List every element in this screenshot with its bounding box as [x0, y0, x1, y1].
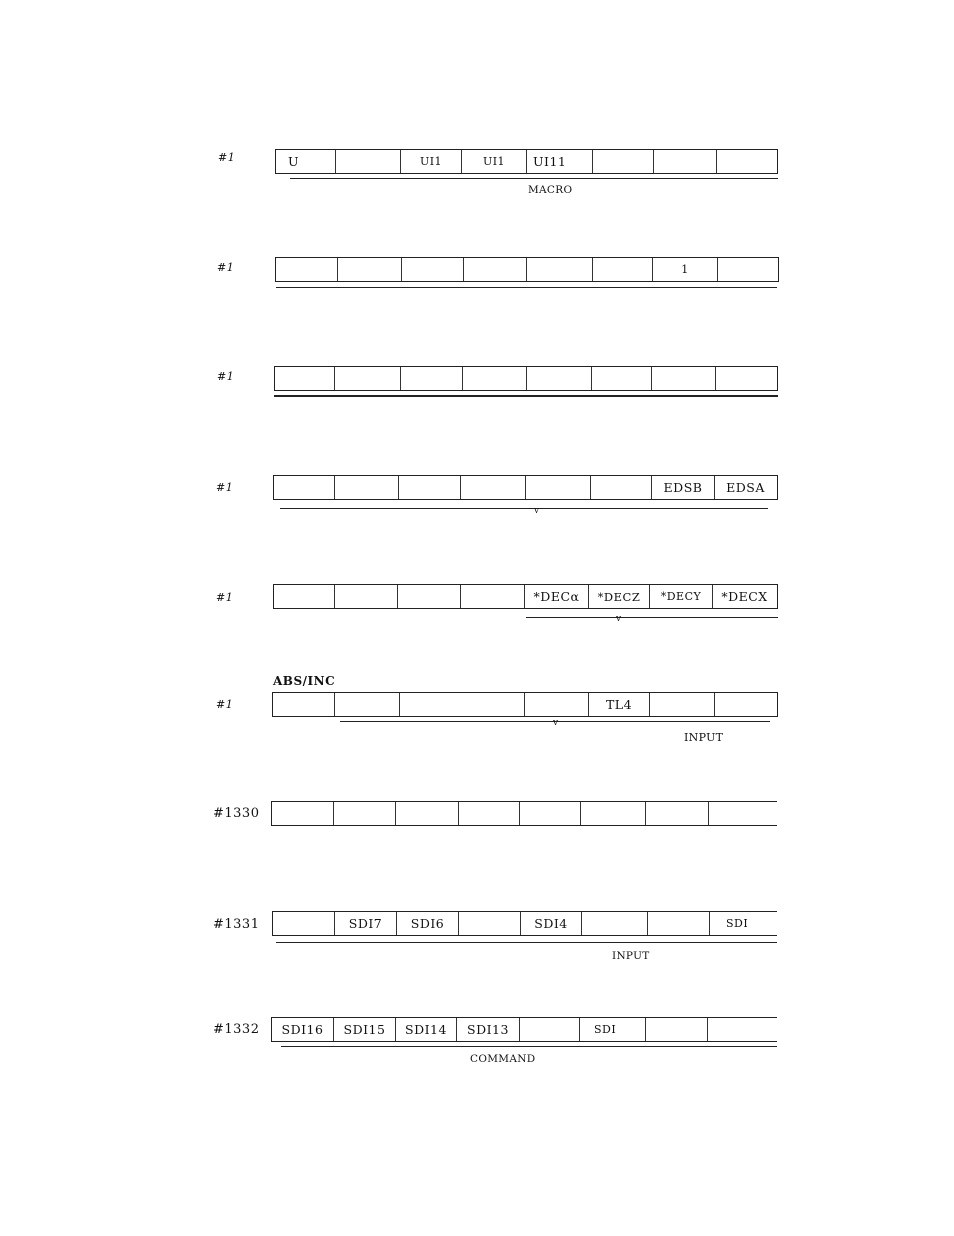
- bit-cell: [520, 802, 581, 825]
- bit-cell: SDI6: [397, 912, 459, 935]
- bit-cell: [335, 476, 399, 499]
- bit-cell: [527, 367, 592, 390]
- parameter-block-1: [0, 140, 954, 260]
- bit-cell: [274, 476, 335, 499]
- bit-cell: [526, 476, 591, 499]
- parameter-block-8: [0, 902, 954, 1022]
- bit-cell: [718, 258, 778, 281]
- bit-row: [275, 149, 778, 174]
- bit-cell: [520, 1018, 580, 1041]
- bracket-line: [274, 395, 778, 397]
- bracket-line: [290, 178, 778, 179]
- bit-cell: [709, 802, 778, 825]
- bit-cell: [582, 912, 648, 935]
- bracket-line: [276, 287, 777, 288]
- bit-cell: [396, 802, 459, 825]
- bit-cell: SDI16: [272, 1018, 334, 1041]
- bit-cell: [654, 150, 717, 173]
- parameter-address: #1332: [213, 1022, 260, 1037]
- parameter-address: #1: [216, 591, 234, 604]
- parameter-address: #1: [216, 698, 234, 711]
- bit-cell: SDI14: [396, 1018, 457, 1041]
- bit-row: [272, 911, 777, 936]
- bracket-tip-mark: v: [616, 614, 622, 624]
- bit-row: [271, 801, 777, 826]
- bit-cell: [652, 367, 716, 390]
- bit-cell: [335, 585, 398, 608]
- bracket-line: [281, 1046, 777, 1047]
- bit-cell: [274, 585, 335, 608]
- bit-cell: [581, 802, 646, 825]
- bit-cell: [646, 1018, 708, 1041]
- bit-cell: SDI7: [335, 912, 397, 935]
- bit-cell: [461, 476, 526, 499]
- bit-row: [271, 1017, 777, 1042]
- bit-cell: [398, 585, 461, 608]
- bit-cell: *DECY: [650, 585, 713, 608]
- bit-cell: [401, 367, 463, 390]
- bit-cell: [648, 912, 710, 935]
- bit-cell: [399, 476, 461, 499]
- bit-cell: [464, 258, 527, 281]
- bit-cell: EDSB: [652, 476, 715, 499]
- bracket-tip-mark: v: [553, 718, 559, 728]
- bit-cell: [273, 912, 335, 935]
- bit-cell: [708, 1018, 778, 1041]
- bit-cell: [273, 693, 335, 716]
- bracket-line: [280, 508, 768, 509]
- bit-row: [273, 475, 778, 500]
- bit-cell: [646, 802, 709, 825]
- bit-group-label: ABS/INC: [273, 674, 336, 688]
- parameter-address: #1: [216, 481, 234, 494]
- bit-cell: UI1: [462, 150, 527, 173]
- bit-cell: [459, 802, 520, 825]
- bit-cell: [335, 367, 401, 390]
- bit-cell: [715, 693, 776, 716]
- bit-cell: [525, 693, 589, 716]
- bit-cell: [650, 693, 715, 716]
- parameter-block-7: [0, 792, 954, 912]
- bit-cell: U: [276, 150, 336, 173]
- bracket-line: [526, 617, 778, 618]
- bit-row: [274, 366, 778, 391]
- group-caption: COMMAND: [470, 1053, 536, 1065]
- bit-cell: [459, 912, 521, 935]
- bit-cell: [272, 802, 334, 825]
- bit-cell: [275, 367, 335, 390]
- bit-row: [272, 692, 778, 717]
- bit-cell: *DECZ: [589, 585, 650, 608]
- bit-cell: TL4: [589, 693, 650, 716]
- bit-cell: EDSA: [726, 480, 765, 495]
- bit-cell: SDI: [580, 1018, 646, 1041]
- bit-cell: SDI15: [334, 1018, 396, 1041]
- bit-cell: [461, 585, 525, 608]
- group-caption: MACRO: [528, 184, 573, 196]
- bit-cell: [335, 693, 400, 716]
- bit-cell: [591, 476, 652, 499]
- bit-cell: [402, 258, 464, 281]
- bit-cell: [400, 693, 525, 716]
- bracket-line: [276, 942, 777, 943]
- group-caption: INPUT: [684, 731, 724, 744]
- parameter-block-4: [0, 466, 954, 586]
- bit-cell: *DECα: [525, 585, 589, 608]
- parameter-address: #1331: [213, 917, 260, 932]
- bit-cell: SDI4: [521, 912, 582, 935]
- bit-cell: [336, 150, 401, 173]
- bit-cell: [717, 150, 777, 173]
- parameter-address: #1: [218, 151, 236, 164]
- bit-cell: SDI13: [457, 1018, 520, 1041]
- parameter-block-2: [0, 248, 954, 368]
- bit-cell: *DECX: [721, 589, 768, 604]
- bit-cell: [338, 258, 402, 281]
- bit-cell: [276, 258, 338, 281]
- bit-cell: [593, 258, 653, 281]
- bit-cell: [334, 802, 396, 825]
- bit-row: [273, 584, 778, 609]
- bit-row: [275, 257, 779, 282]
- bit-cell: UI11: [527, 150, 593, 173]
- bit-cell: 1: [653, 258, 718, 281]
- bracket-tip-mark: v: [534, 506, 540, 516]
- bit-cell: [593, 150, 654, 173]
- parameter-address: #1: [217, 370, 235, 383]
- bit-cell: SDI: [726, 917, 749, 930]
- bit-cell: [527, 258, 593, 281]
- parameter-block-6: [0, 672, 954, 792]
- parameter-address: #1: [217, 261, 235, 274]
- parameter-address: #1330: [213, 806, 260, 821]
- bit-cell: [592, 367, 652, 390]
- parameter-block-9: [0, 1008, 954, 1128]
- group-caption: INPUT: [612, 950, 650, 962]
- parameter-block-3: [0, 358, 954, 478]
- bit-cell: [716, 367, 777, 390]
- bit-cell: UI1: [401, 150, 462, 173]
- bit-cell: [463, 367, 527, 390]
